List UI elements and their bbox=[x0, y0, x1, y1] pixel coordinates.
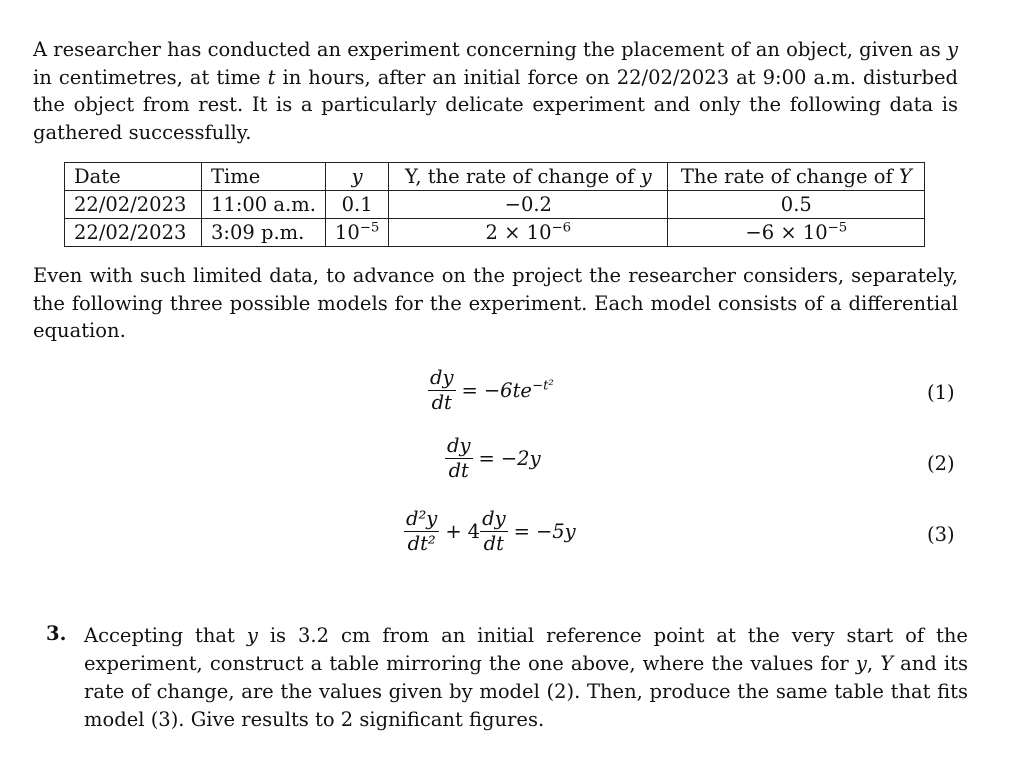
eq3-rhs: −5y bbox=[535, 520, 576, 543]
eq1-rhs-base: −6te bbox=[483, 379, 532, 402]
intro-text-3: in hours, after an initial force on 22/02/2023 at 9:00 a.m. disturbed the object from rest. It is a particularly delicate experiment and only the following data is gathered successfully. bbox=[33, 65, 958, 144]
cell-rate-Y-value: 0.5 bbox=[780, 193, 812, 216]
header-y-var: y bbox=[351, 165, 363, 188]
eq3-fraction-1 bbox=[404, 507, 439, 556]
question-text-3: , bbox=[866, 652, 881, 675]
equation-1-number: (1) bbox=[927, 381, 955, 404]
question-var-y: y bbox=[246, 624, 258, 647]
eq3-numerator-1: d²y bbox=[406, 507, 438, 530]
eq1-numerator: dy bbox=[430, 366, 454, 389]
eq3-equals: = bbox=[513, 520, 530, 543]
cell-Y bbox=[389, 219, 668, 247]
question-text-1: Accepting that bbox=[84, 624, 247, 647]
header-Y bbox=[389, 163, 668, 191]
equation-2-number: (2) bbox=[927, 452, 955, 475]
cell-rate-Y bbox=[668, 219, 925, 247]
equation-1 bbox=[428, 366, 554, 415]
cell-date: 22/02/2023 bbox=[65, 191, 202, 219]
cell-time: 11:00 a.m. bbox=[202, 191, 326, 219]
question-var-Y: Y bbox=[880, 652, 894, 675]
equation-2 bbox=[445, 434, 541, 483]
var-y: y bbox=[946, 38, 958, 61]
eq2-numerator: dy bbox=[447, 434, 471, 457]
models-paragraph: Even with such limited data, to advance on the project the researcher considers, separately, the following three possible models for the experiment. Each model consists of a differential equation. bbox=[33, 264, 958, 343]
eq3-fraction-2 bbox=[480, 507, 508, 556]
cell-time: 3:09 p.m. bbox=[202, 219, 326, 247]
cell-Y bbox=[389, 191, 668, 219]
table-row bbox=[65, 191, 925, 219]
question-text bbox=[84, 622, 968, 734]
cell-y-value: 0.1 bbox=[341, 193, 373, 216]
eq3-plus: + bbox=[445, 520, 462, 543]
header-date: Date bbox=[65, 163, 202, 191]
cell-y-value: 10 bbox=[334, 221, 360, 244]
cell-Y-value: −0.2 bbox=[504, 193, 552, 216]
eq1-fraction bbox=[428, 366, 456, 415]
eq2-rhs: −2y bbox=[500, 447, 541, 470]
question-text-4: and its rate of change, are the values given by model (2). Then, produce the same table that fits model (3). Give results to 2 significant figures. bbox=[84, 652, 968, 731]
cell-y-exp: −5 bbox=[359, 220, 380, 236]
eq1-denominator: dt bbox=[431, 391, 452, 414]
header-Y-label: Y, the rate of change of bbox=[404, 165, 641, 188]
question-var-y-2: y bbox=[855, 652, 867, 675]
cell-rate-Y-exp: −5 bbox=[827, 220, 848, 236]
eq2-denominator: dt bbox=[448, 459, 469, 482]
equation-3 bbox=[404, 507, 576, 556]
eq2-equals: = bbox=[478, 447, 495, 470]
header-rate-Y bbox=[668, 163, 925, 191]
cell-Y-exp: −6 bbox=[551, 220, 572, 236]
table-header-row bbox=[65, 163, 925, 191]
header-time: Time bbox=[202, 163, 326, 191]
eq3-coefficient: 4 bbox=[467, 520, 481, 543]
eq3-denominator-1: dt² bbox=[407, 532, 436, 555]
var-t: t bbox=[267, 65, 276, 89]
question-number: 3. bbox=[46, 622, 67, 645]
eq3-denominator-2: dt bbox=[483, 532, 504, 555]
cell-rate-Y bbox=[668, 191, 925, 219]
header-rate-Y-var: Y bbox=[898, 165, 912, 188]
header-y bbox=[325, 163, 388, 191]
question-text-2: is 3.2 cm from an initial reference point at the very start of the experiment, construct a table mirroring the one above, where the values for bbox=[84, 624, 968, 675]
cell-rate-Y-value: −6 × 10 bbox=[745, 221, 828, 244]
cell-date: 22/02/2023 bbox=[65, 219, 202, 247]
eq1-equals: = bbox=[461, 379, 478, 402]
equation-3-number: (3) bbox=[927, 523, 955, 546]
intro-paragraph bbox=[33, 36, 958, 146]
header-Y-var: y bbox=[640, 165, 652, 188]
cell-y bbox=[325, 219, 388, 247]
cell-y bbox=[325, 191, 388, 219]
eq3-numerator-2: dy bbox=[482, 507, 506, 530]
table-row bbox=[65, 219, 925, 247]
data-table bbox=[64, 162, 925, 247]
intro-text-2: in centimetres, at time bbox=[33, 65, 268, 89]
intro-text-1: A researcher has conducted an experiment concerning the placement of an object, given as bbox=[33, 38, 947, 61]
eq1-rhs bbox=[484, 379, 554, 402]
eq2-fraction bbox=[445, 434, 473, 483]
eq1-rhs-exp: −t² bbox=[531, 378, 554, 394]
cell-Y-value: 2 × 10 bbox=[485, 221, 552, 244]
header-rate-Y-label: The rate of change of bbox=[680, 165, 899, 188]
